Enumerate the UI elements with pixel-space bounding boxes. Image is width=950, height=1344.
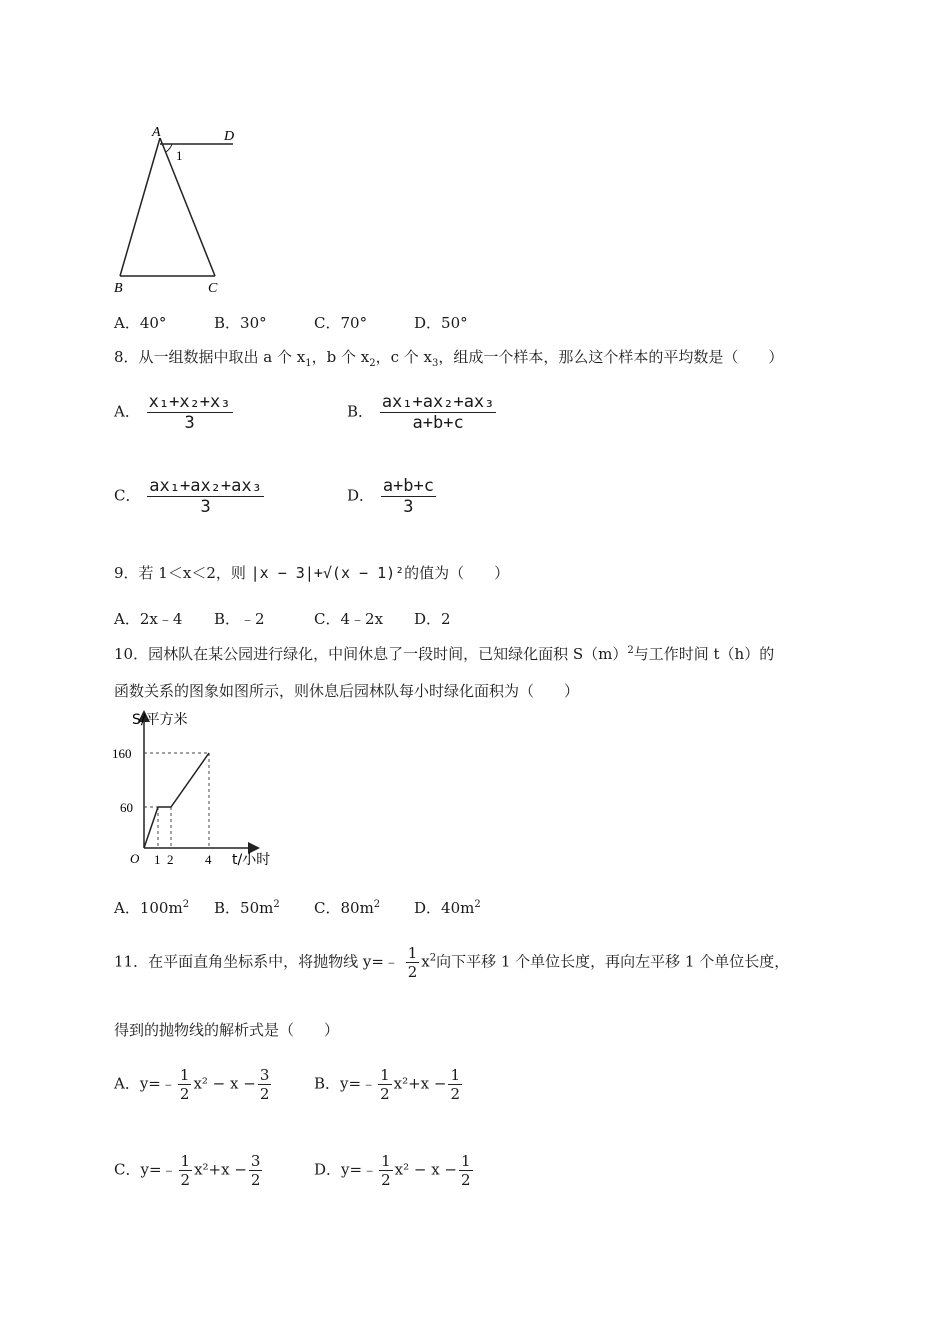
q9-option-d: D．2 <box>414 610 451 628</box>
graph-x-tick-2: 2 <box>167 852 174 867</box>
q7-option-b: B．30° <box>214 314 267 332</box>
q10-option-b: B．$50m^2$ <box>214 899 280 917</box>
q11-option-d: D．y=﹣ $\frac{1}{2}$ x² − x − $\frac{1}{2}$ <box>314 1152 471 1189</box>
q9-option-c: C．4﹣2x <box>314 610 384 628</box>
q11-option-b: B．y=﹣ $\frac{1}{2}$ x²+x − $\frac{1}{2}$ <box>314 1066 461 1103</box>
q10-option-a: A．$100m^2$ <box>114 899 190 917</box>
q9-option-b: B．﹣2 <box>214 610 265 628</box>
q11-half-fraction: $\frac{1}{2}$ <box>407 944 418 981</box>
q8-option-a: A． $\frac{\text{x₁+x₂+x₃}}{3}$ <box>114 392 231 433</box>
q8-c-fraction: $\frac{\text{ax₁+ax₂+ax₃}}{3}$ <box>149 476 262 517</box>
graph-y-tick-60: 60 <box>120 800 133 815</box>
q8-option-b: B． $\frac{\text{ax₁+ax₂+ax₃}}{a+b+c}$ <box>347 392 495 433</box>
q11-line1: 11．在平面直角坐标系中，将抛物线 y=﹣ $\frac{1}{2}$ $x^2$向下平移 1 个单位长度，再向左平移 1 个单位长度， <box>114 944 790 981</box>
q7-option-c: C．70° <box>314 314 368 332</box>
graph-y-axis-label: S/平方米 <box>132 712 188 728</box>
q10-line1: 10．园林队在某公园进行绿化，中间休息了一段时间，已知绿化面积 $S(m)^2$与工作时间 t（h）的 <box>114 645 775 663</box>
q11-line2: 得到的抛物线的解析式是（ ） <box>114 1021 340 1039</box>
q10-graph <box>108 706 308 878</box>
q8-stem: 8．从一组数据中取出 a 个 $x_1$，b 个 $x_2$，c 个 $x_3$，组成一个样本，那么这个样本的平均数是（ ） <box>114 348 784 369</box>
graph-x-axis-label: t/小时 <box>232 852 271 868</box>
graph-x-tick-1: 1 <box>154 852 161 867</box>
q10-option-c: C．$80m^2$ <box>314 899 381 917</box>
q9-stem: 9．若 1＜x＜2，则 |x − 3|+√(x − 1)²的值为（ ） <box>114 564 510 582</box>
point-c-label: C <box>208 281 218 296</box>
q8-a-fraction: $\frac{\text{x₁+x₂+x₃}}{3}$ <box>148 392 231 433</box>
q10-option-d: D．$40m^2$ <box>414 899 481 917</box>
q8-b-fraction: $\frac{\text{ax₁+ax₂+ax₃}}{a+b+c}$ <box>381 392 495 433</box>
point-a-label: A <box>152 125 161 140</box>
q8-option-c: C． $\frac{\text{ax₁+ax₂+ax₃}}{3}$ <box>114 476 262 517</box>
q9-option-a: A．2x﹣4 <box>114 610 183 628</box>
q9-expression: |x − 3|+√(x − 1)² <box>250 564 405 582</box>
graph-x-tick-4: 4 <box>205 852 212 867</box>
q8-option-d: D． $\frac{a+b+c}{3}$ <box>347 476 434 517</box>
q10-line2: 函数关系的图象如图所示，则休息后园林队每小时绿化面积为（ ） <box>114 682 580 700</box>
q7-option-d: D．50° <box>414 314 468 332</box>
triangle-figure <box>108 122 248 302</box>
graph-y-tick-160: 160 <box>112 746 132 761</box>
q11-option-c: C．y=﹣ $\frac{1}{2}$ x²+x − $\frac{3}{2}$ <box>114 1152 261 1189</box>
q7-option-a: A．40° <box>114 314 167 332</box>
graph-origin-label: O <box>130 851 140 866</box>
q11-option-a: A．y=﹣ $\frac{1}{2}$ x² − x − $\frac{3}{2}$ <box>114 1066 270 1103</box>
point-b-label: B <box>114 281 123 296</box>
point-d-label: D <box>224 129 235 144</box>
angle-1-label: 1 <box>176 148 183 163</box>
q8-d-fraction: $\frac{a+b+c}{3}$ <box>382 476 434 517</box>
